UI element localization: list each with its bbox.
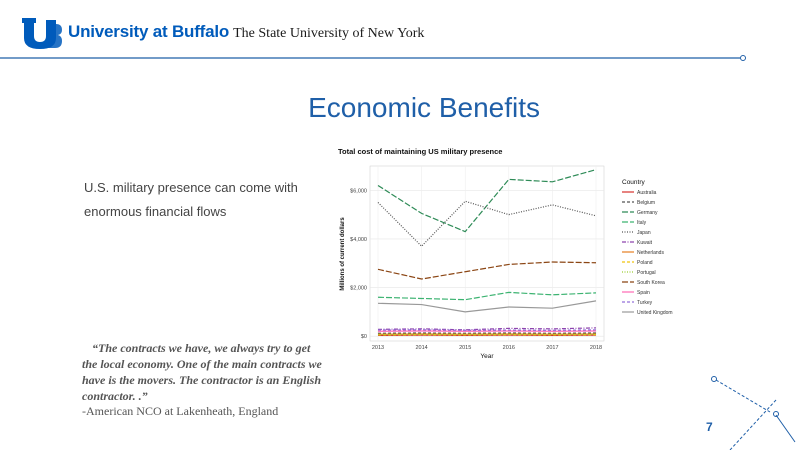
legend-label: Netherlands xyxy=(637,250,664,256)
ub-logo-icon xyxy=(22,18,62,50)
brand-subtitle: The State University of New York xyxy=(233,26,425,41)
y-tick-label: $0 xyxy=(360,334,367,341)
x-axis-label: Year xyxy=(480,353,494,360)
legend-label: Portugal xyxy=(637,270,656,276)
legend-label: Spain xyxy=(637,290,650,296)
legend-title: Country xyxy=(622,179,645,186)
legend-label: Turkey xyxy=(637,300,653,306)
x-tick-label: 2013 xyxy=(371,345,385,351)
quote-attribution: -American NCO at Lakenheath, England xyxy=(82,404,279,418)
x-tick-labels xyxy=(372,345,602,351)
y-tick-labels xyxy=(350,188,367,340)
x-tick-label: 2014 xyxy=(415,345,428,351)
plot-panel xyxy=(370,166,604,341)
legend xyxy=(622,190,673,316)
slide-title: Economic Benefits xyxy=(308,92,540,123)
quote-text: “The contracts we have, we always try to get the local economy. One of the main contracts we have is the movers. The contractor is an English contractor. .” xyxy=(82,341,322,403)
bullet-text: U.S. military presence can come with enormous financial flows xyxy=(84,180,298,219)
y-tick-label: $2,000 xyxy=(350,285,367,292)
legend-label: Belgium xyxy=(637,200,656,206)
legend-label: Germany xyxy=(637,210,658,216)
line-chart xyxy=(336,144,673,360)
x-tick-label: 2015 xyxy=(459,345,472,351)
legend-label: United Kingdom xyxy=(637,310,673,316)
y-tick-label: $6,000 xyxy=(350,188,367,195)
legend-label: South Korea xyxy=(637,280,665,286)
y-axis-label: Millions of current dollars xyxy=(340,217,346,291)
legend-label: Australia xyxy=(637,190,657,196)
y-tick-label: $4,000 xyxy=(350,236,367,243)
x-tick-label: 2016 xyxy=(502,345,515,351)
x-tick-label: 2017 xyxy=(546,345,559,351)
header-divider xyxy=(0,55,800,61)
legend-label: Italy xyxy=(637,220,647,226)
decorative-lines-icon xyxy=(700,360,800,450)
legend-label: Kuwait xyxy=(637,240,653,246)
legend-label: Japan xyxy=(637,230,651,236)
brand-header[interactable] xyxy=(68,22,424,42)
chart-title: Total cost of maintaining US military presence xyxy=(338,147,503,156)
x-tick-label: 2018 xyxy=(589,345,603,351)
brand-name: University at Buffalo xyxy=(68,22,230,41)
page-number: 7 xyxy=(706,420,713,434)
legend-label: Poland xyxy=(637,260,653,266)
